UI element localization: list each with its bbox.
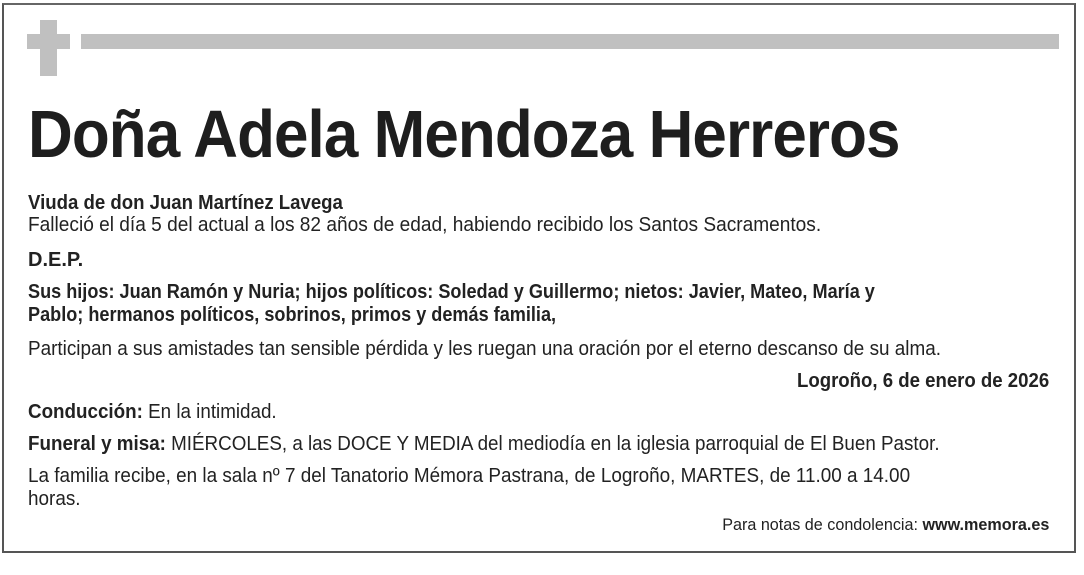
condolence-link[interactable]: www.memora.es <box>922 515 1049 534</box>
cross-horizontal-bar <box>27 34 70 49</box>
deceased-name: Doña Adela Mendoza Herreros <box>28 97 900 172</box>
condolence-label: Para notas de condolencia: <box>721 515 923 534</box>
funeral <box>28 434 940 454</box>
wake-line-2: horas. <box>28 488 81 510</box>
procession-value: En la intimidad. <box>142 401 277 423</box>
funeral-label: Funeral y misa: <box>28 433 166 455</box>
condolence-note <box>722 516 1049 533</box>
rip: D.E.P. <box>28 249 84 271</box>
funeral-value: MIÉRCOLES, a las DOCE Y MEDIA del mediodía en la iglesia parroquial de El Buen Pastor. <box>165 433 940 455</box>
wake-line-1: La familia recibe, en la sala nº 7 del Tanatorio Mémora Pastrana, de Logroño, MARTES, de 11.00 a 14.00 <box>28 465 911 487</box>
message: Participan a sus amistades tan sensible pérdida y les ruegan una oración por el eterno descanso de su alma. <box>28 338 942 360</box>
widow-of: Viuda de don Juan Martínez Lavega <box>28 192 343 214</box>
procession-label: Conducción: <box>28 401 143 423</box>
family-line-2: Pablo; hermanos políticos, sobrinos, primos y demás familia, <box>28 304 557 326</box>
procession <box>28 402 277 422</box>
family-line-1: Sus hijos: Juan Ramón y Nuria; hijos políticos: Soledad y Guillermo; nietos: Javier, Mateo, María y <box>28 281 875 303</box>
death-info: Falleció el día 5 del actual a los 82 años de edad, habiendo recibido los Santos Sacramentos. <box>28 214 822 236</box>
place-date: Logroño, 6 de enero de 2026 <box>796 370 1049 392</box>
header-rule <box>81 34 1059 49</box>
